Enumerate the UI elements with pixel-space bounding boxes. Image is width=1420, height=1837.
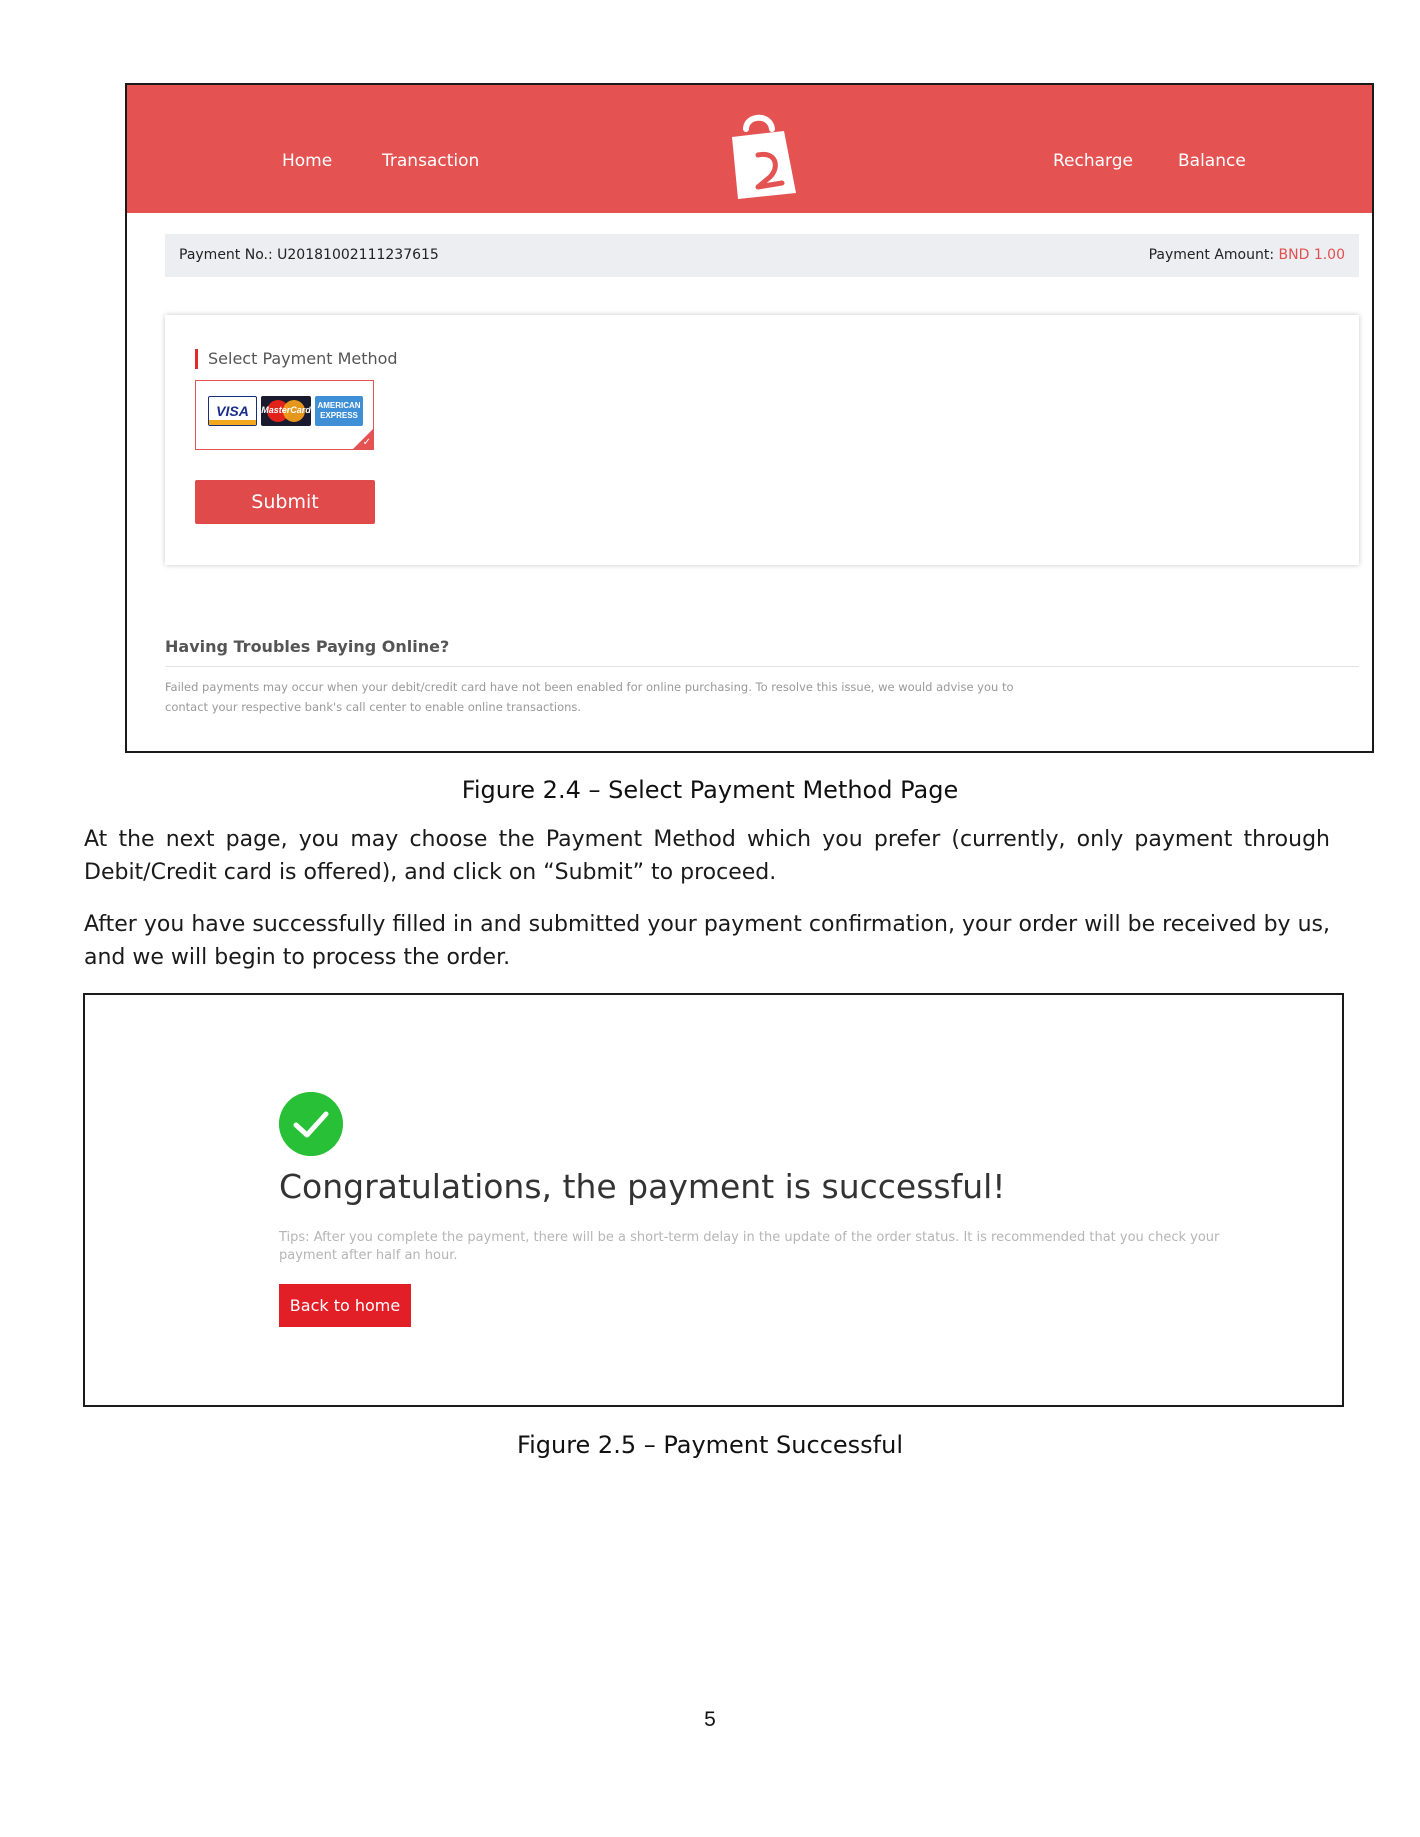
figure-caption: Figure 2.5 – Payment Successful: [517, 1431, 903, 1459]
payment-amount: [1149, 247, 1345, 263]
payment-info-bar: [165, 234, 1359, 277]
selected-check-icon: ✓: [362, 437, 371, 448]
payment-amount-label: Payment Amount:: [1148, 247, 1279, 263]
figure-payment-successful: [83, 993, 1344, 1407]
payment-amount-value: BND 1.00: [1278, 247, 1345, 263]
shopping-bag-icon[interactable]: [724, 111, 800, 203]
trouble-description: Failed payments may occur when your debit/credit card have not been enabled for online purchasing. To resolve this issue, we would advise you to contact your respective bank's call center to enable online transactions.: [165, 680, 1014, 714]
body-paragraph: At the next page, you may choose the Payment Method which you prefer (currently, only payment through Debit/Credit card is offered), and click on “Submit” to proceed.: [84, 827, 1330, 885]
visa-text: VISA: [216, 403, 249, 419]
submit-button[interactable]: Submit: [195, 480, 375, 524]
nav-recharge-link[interactable]: Recharge: [1053, 151, 1133, 171]
divider: [165, 666, 1359, 667]
nav-transaction-link[interactable]: Transaction: [382, 151, 480, 171]
amex-text-line2: EXPRESS: [320, 411, 358, 420]
success-title: Congratulations, the payment is successful!: [279, 1167, 1006, 1206]
card-payment-option[interactable]: [195, 380, 374, 450]
visa-logo: [208, 396, 257, 426]
payment-method-card: [165, 315, 1359, 565]
page-number: 5: [704, 1708, 716, 1731]
mastercard-text: MasterCard: [261, 405, 311, 415]
success-tips: Tips: After you complete the payment, there will be a short-term delay in the update of the order status. It is recommended that you check your payment after half an hour.: [279, 1230, 1220, 1263]
payment-number-label: Payment No.:: [179, 247, 278, 263]
mastercard-logo: [261, 396, 311, 426]
nav-balance-link[interactable]: Balance: [1178, 151, 1246, 171]
payment-number: [179, 247, 439, 263]
top-nav-bar: [127, 85, 1372, 213]
back-to-home-button[interactable]: Back to home: [279, 1284, 411, 1327]
figure-caption: Figure 2.4 – Select Payment Method Page: [461, 776, 959, 804]
payment-number-value: U20181002111237615: [277, 247, 439, 263]
check-circle-icon: [279, 1092, 343, 1156]
nav-home-link[interactable]: Home: [282, 151, 333, 171]
amex-text-line1: AMERICAN: [317, 401, 361, 410]
trouble-heading: Having Troubles Paying Online?: [165, 637, 450, 656]
body-paragraph: After you have successfully filled in and submitted your payment confirmation, your order will be received by us, and we will begin to process the order.: [84, 912, 1330, 970]
select-payment-method-title: Select Payment Method: [195, 349, 398, 369]
figure-select-payment-method: [125, 83, 1374, 753]
amex-logo: [315, 396, 363, 426]
